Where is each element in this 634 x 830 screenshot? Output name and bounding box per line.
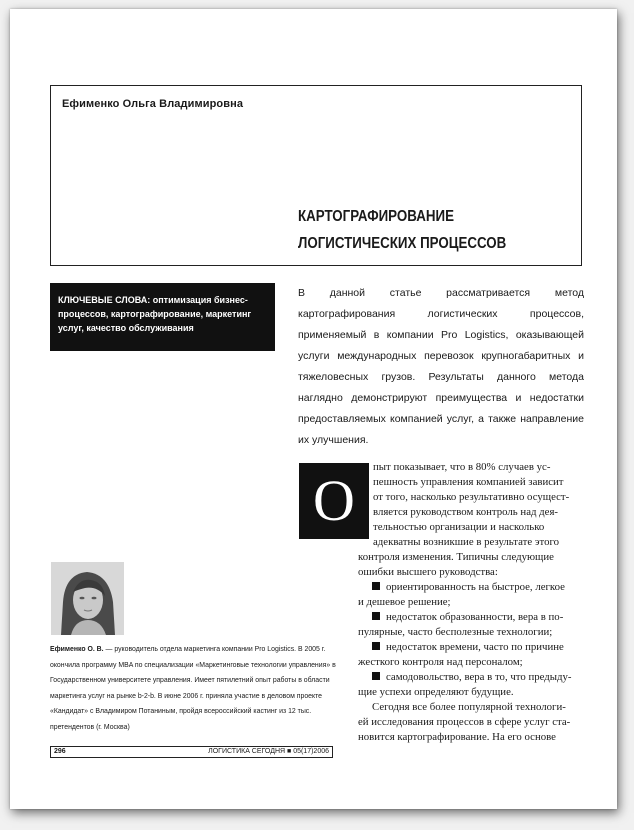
title-line-1: КАРТОГРАФИРОВАНИЕ	[298, 208, 454, 225]
author-bio	[50, 641, 338, 734]
bullet-square-icon	[372, 612, 380, 620]
body-line: контроля изменения. Типичны следующие	[358, 551, 554, 563]
drop-cap: О	[299, 463, 369, 539]
body-line: Сегодня все более популярной технологи-	[372, 701, 566, 713]
bullet-text: недостаток образованности, вера в по-	[386, 611, 564, 623]
bullet-item	[358, 580, 584, 595]
body-line: пешность управления компанией зависит	[373, 476, 564, 488]
bullet-text: самодовольство, вера в то, что предыду-	[386, 671, 572, 683]
body-line: вляется руководством контроль над дея-	[373, 506, 559, 518]
bullet-continuation: и дешевое решение;	[358, 596, 451, 608]
bullet-continuation: пулярные, часто бесполезные технологии;	[358, 626, 553, 638]
bullet-square-icon	[372, 582, 380, 590]
journal-issue: ЛОГИСТИКА СЕГОДНЯ ■ 05(17)2006	[208, 748, 329, 755]
bullet-continuation: жесткого контроля над персоналом;	[358, 656, 523, 668]
title-line-2: ЛОГИСТИЧЕСКИХ ПРОЦЕССОВ	[298, 235, 507, 252]
bullet-continuation: щие успехи определяют будущие.	[358, 686, 514, 698]
bullet-item	[358, 640, 584, 655]
abstract: В данной статье рассматривается метод картографирования логистических процессов, применяемый в компании Pro Logistics, оказывающей услуги международных перевозок крупногабаритных и тяжеловесных грузов. Результаты данного метода наглядно демонстрируют преимущества и недостатки предоставляемых компанией услуг, а также направление их улучшения.	[298, 287, 584, 446]
bullet-item	[358, 670, 584, 685]
page-footer	[50, 746, 333, 758]
article-title	[298, 203, 506, 257]
body-line: пыт показывает, что в 80% случаев ус-	[373, 461, 551, 473]
body-line: от того, насколько результативно осущест-	[373, 491, 570, 503]
bullet-square-icon	[372, 642, 380, 650]
body-line: ошибки высшего руководства:	[358, 566, 498, 578]
body-line: тельностью организации и насколько	[373, 521, 545, 533]
bullet-text: ориентированность на быстрое, легкое	[386, 581, 565, 593]
body-line: новится картографирование. На его основе	[358, 731, 556, 743]
portrait-illustration	[51, 562, 124, 635]
body-line: адекватны возникшие в результате этого	[373, 536, 560, 548]
author-photo	[51, 562, 124, 635]
bio-text: — руководитель отдела маркетинга компании Pro Logistics. В 2005 г. окончила программу MBA по специализации «Маркетинговые технологии управления» в Государственном университете управления. Имеет пятилетний опыт работы в области маркетинга услуг на рынке b-2-b. В июне 2006 г. приняла участие в деловом проекте «Кандидат» с Владимиром Потаниным, пройдя всероссийский кастинг из 12 тыс. претендентов (г. Москва)	[50, 644, 336, 731]
bullet-square-icon	[372, 672, 380, 680]
body-line: ей исследования процессов в сфере услуг ста-	[358, 716, 571, 728]
keywords-box: КЛЮЧЕВЫЕ СЛОВА: оптимизация бизнес-процессов, картографирование, маркетинг услуг, качество обслуживания	[50, 283, 275, 351]
body-text	[373, 460, 583, 550]
body-continued	[358, 550, 584, 745]
bullet-text: недостаток времени, часто по причине	[386, 641, 564, 653]
page-number: 296	[54, 748, 66, 755]
author-name: Ефименко Ольга Владимировна	[62, 98, 244, 110]
bio-name: Ефименко О. В.	[50, 644, 104, 653]
bullet-item	[358, 610, 584, 625]
